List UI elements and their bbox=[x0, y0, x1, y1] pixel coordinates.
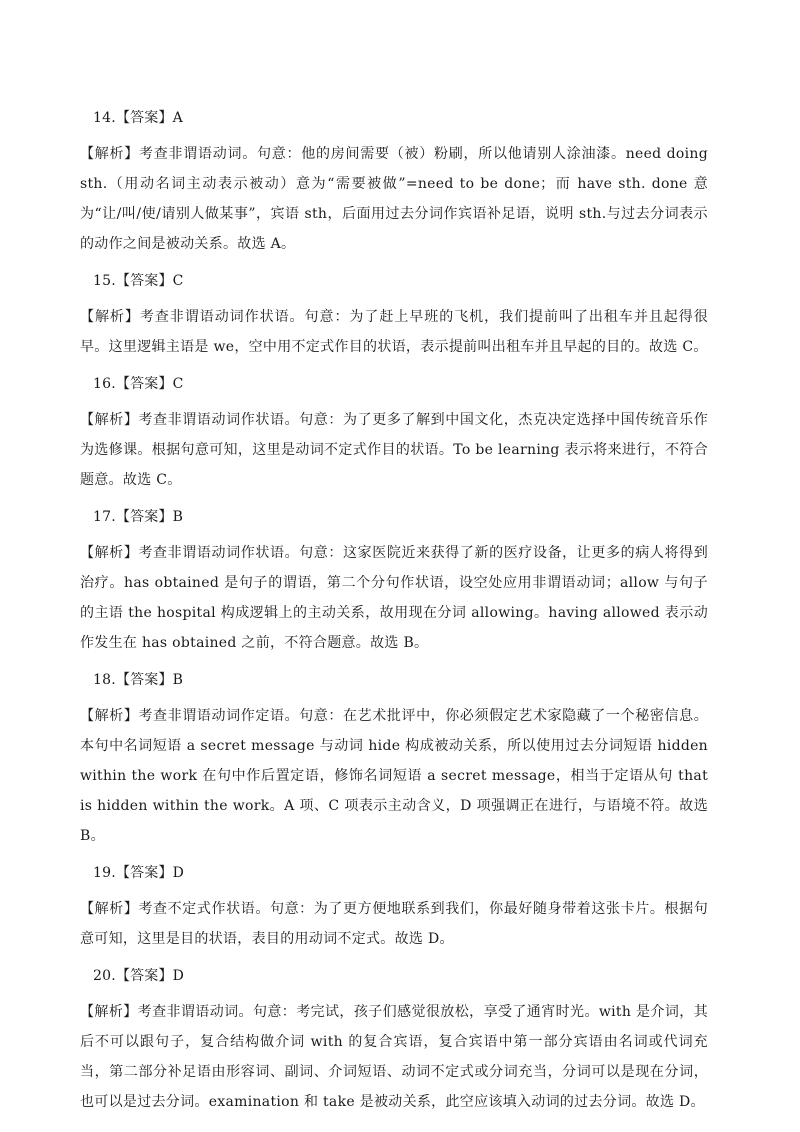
answer-line: 17.【答案】B bbox=[93, 509, 184, 525]
analysis-paragraph: 【解析】考查非谓语动词作定语。句意：在艺术批评中，你必须假定艺术家隐藏了一个秘密信息。本句中名词短语 a secret message 与动词 hide 构成被动关系，所以使用过去分词短语 hidden within the work 在句中作后置定语，修饰名词短语 a secret message，相当于定语从句 that is hidden within the work。A 项、C 项表示主动含义，D 项强调正在进行，与语境不符。故选 B。 bbox=[80, 708, 708, 844]
question-16 bbox=[80, 374, 708, 495]
question-17 bbox=[80, 507, 708, 658]
analysis-paragraph: 【解析】考查非谓语动词。句意：他的房间需要（被）粉刷，所以他请别人涂油漆。need doing sth.（用动名词主动表示被动）意为“需要被做”=need to be done；而 have sth. done 意为“让/叫/使/请别人做某事”，宾语 sth，后面用过去分词作宾语补足语，说明 sth.与过去分词表示的动作之间是被动关系。故选 A。 bbox=[80, 146, 708, 252]
answer-line: 16.【答案】C bbox=[93, 376, 184, 392]
answer-line: 14.【答案】A bbox=[93, 110, 183, 126]
question-20 bbox=[80, 966, 708, 1117]
analysis-paragraph: 【解析】考查不定式作状语。句意：为了更方便地联系到我们，你最好随身带着这张卡片。根据句意可知，这里是目的状语，表目的用动词不定式。故选 D。 bbox=[80, 901, 708, 947]
answer-line: 18.【答案】B bbox=[93, 672, 184, 688]
analysis-paragraph: 【解析】考查非谓语动词。句意：考完试，孩子们感觉很放松，享受了通宵时光。with 是介词，其后不可以跟句子，复合结构做介词 with 的复合宾语，复合宾语中第一部分宾语由名词或代词充当，第二部分补足语由形容词、副词、介词短语、动词不定式或分词充当，分词可以是现在分词，也可以是过去分词。examination 和 take 是被动关系，此空应该填入动词的过去分词。故选 D。 bbox=[80, 1004, 708, 1110]
answer-line: 15.【答案】C bbox=[93, 273, 184, 289]
question-15 bbox=[80, 271, 708, 362]
analysis-paragraph: 【解析】考查非谓语动词作状语。句意：为了更多了解到中国文化，杰克决定选择中国传统音乐作为选修课。根据句意可知，这里是动词不定式作目的状语。To be learning 表示将来进行，不符合题意。故选 C。 bbox=[80, 412, 708, 488]
analysis-paragraph: 【解析】考查非谓语动词作状语。句意：这家医院近来获得了新的医疗设备，让更多的病人将得到治疗。has obtained 是句子的谓语，第二个分句作状语，设空处应用非谓语动词；allow 与句子的主语 the hospital 构成逻辑上的主动关系，故用现在分词 allowing。having allowed 表示动作发生在 has obtained 之前，不符合题意。故选 B。 bbox=[80, 545, 708, 651]
question-18 bbox=[80, 670, 708, 851]
answer-line: 19.【答案】D bbox=[93, 865, 185, 881]
answer-line: 20.【答案】D bbox=[93, 968, 185, 984]
question-14 bbox=[80, 108, 708, 259]
question-19 bbox=[80, 863, 708, 954]
analysis-paragraph: 【解析】考查非谓语动词作状语。句意：为了赶上早班的飞机，我们提前叫了出租车并且起得很早。这里逻辑主语是 we，空中用不定式作目的状语，表示提前叫出租车并且早起的目的。故选 C。 bbox=[80, 309, 708, 355]
